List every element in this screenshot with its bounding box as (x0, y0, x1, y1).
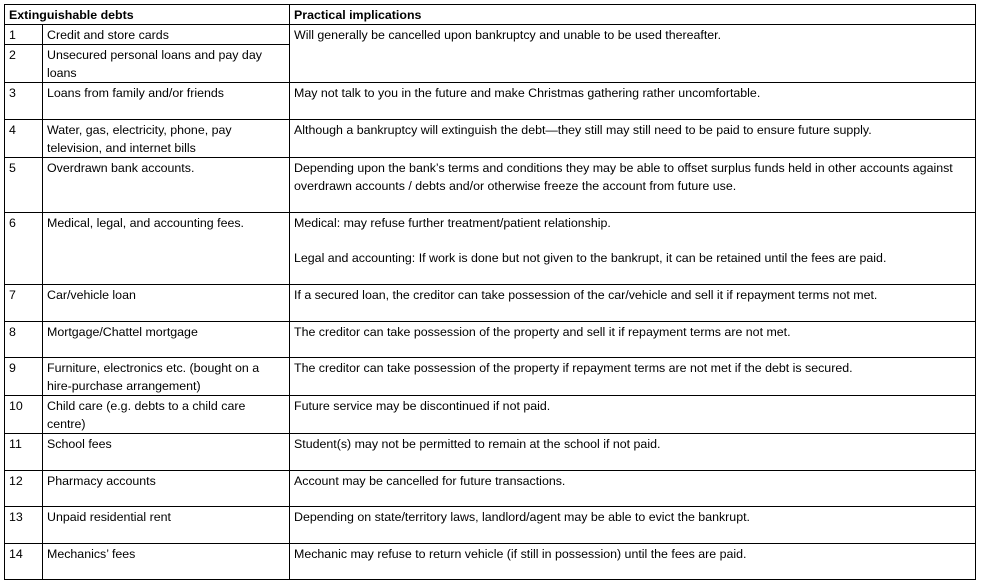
implication-cell: Although a bankruptcy will extinguish the debt—they still may still need to be paid to ensure future supply. (290, 120, 976, 158)
table-row (5, 120, 976, 158)
row-number: 13 (5, 507, 43, 544)
implication-cell: The creditor can take possession of the property if repayment terms are not met if the debt is secured. (290, 358, 976, 396)
table-row (5, 158, 976, 213)
row-number: 7 (5, 285, 43, 322)
implication-cell: The creditor can take possession of the property and sell it if repayment terms are not met. (290, 322, 976, 358)
implication-cell: Will generally be cancelled upon bankruptcy and unable to be used thereafter. (290, 25, 976, 83)
table-row (5, 471, 976, 507)
table-row (5, 25, 976, 45)
table-row (5, 434, 976, 471)
debt-cell: Child care (e.g. debts to a child care centre) (43, 396, 290, 434)
implication-cell: Depending on state/territory laws, landlord/agent may be able to evict the bankrupt. (290, 507, 976, 544)
header-practical-implications: Practical implications (290, 5, 976, 25)
table-row (5, 285, 976, 322)
debt-cell: Unsecured personal loans and pay day loans (43, 45, 290, 83)
debt-cell: Mortgage/Chattel mortgage (43, 322, 290, 358)
implication-cell: May not talk to you in the future and make Christmas gathering rather uncomfortable. (290, 83, 976, 120)
implication-cell: Future service may be discontinued if not paid. (290, 396, 976, 434)
row-number: 6 (5, 213, 43, 285)
debt-cell: Overdrawn bank accounts. (43, 158, 290, 213)
row-number: 4 (5, 120, 43, 158)
debt-cell: Water, gas, electricity, phone, pay television, and internet bills (43, 120, 290, 158)
debt-cell: Pharmacy accounts (43, 471, 290, 507)
row-number: 14 (5, 544, 43, 580)
table-row (5, 507, 976, 544)
implication-cell: Account may be cancelled for future transactions. (290, 471, 976, 507)
table-row (5, 322, 976, 358)
debt-cell: Mechanics’ fees (43, 544, 290, 580)
table-row (5, 213, 976, 285)
header-extinguishable-debts: Extinguishable debts (5, 5, 290, 25)
debt-cell: Medical, legal, and accounting fees. (43, 213, 290, 285)
table-row (5, 358, 976, 396)
debts-table (4, 4, 976, 580)
row-number: 8 (5, 322, 43, 358)
table-row (5, 396, 976, 434)
debt-cell: Loans from family and/or friends (43, 83, 290, 120)
row-number: 10 (5, 396, 43, 434)
implication-cell: Depending upon the bank’s terms and conditions they may be able to offset surplus funds held in other accounts against overdrawn accounts / debts and/or otherwise freeze the account from future use. (290, 158, 976, 213)
row-number: 9 (5, 358, 43, 396)
debt-cell: Car/vehicle loan (43, 285, 290, 322)
row-number: 5 (5, 158, 43, 213)
row-number: 2 (5, 45, 43, 83)
row-number: 1 (5, 25, 43, 45)
implication-cell: Student(s) may not be permitted to remain at the school if not paid. (290, 434, 976, 471)
debt-cell: Unpaid residential rent (43, 507, 290, 544)
implication-cell: If a secured loan, the creditor can take possession of the car/vehicle and sell it if repayment terms not met. (290, 285, 976, 322)
table-row (5, 544, 976, 580)
debt-cell: School fees (43, 434, 290, 471)
row-number: 12 (5, 471, 43, 507)
implication-medical: Medical: may refuse further treatment/patient relationship. (294, 216, 611, 230)
debt-cell: Furniture, electronics etc. (bought on a hire-purchase arrangement) (43, 358, 290, 396)
implication-legal-accounting: Legal and accounting: If work is done but not given to the bankrupt, it can be retained until the fees are paid. (294, 251, 887, 265)
implication-cell: Mechanic may refuse to return vehicle (if still in possession) until the fees are paid. (290, 544, 976, 580)
debt-cell: Credit and store cards (43, 25, 290, 45)
table-row (5, 83, 976, 120)
table-header-row (5, 5, 976, 25)
row-number: 3 (5, 83, 43, 120)
row-number: 11 (5, 434, 43, 471)
implication-cell (290, 213, 976, 285)
